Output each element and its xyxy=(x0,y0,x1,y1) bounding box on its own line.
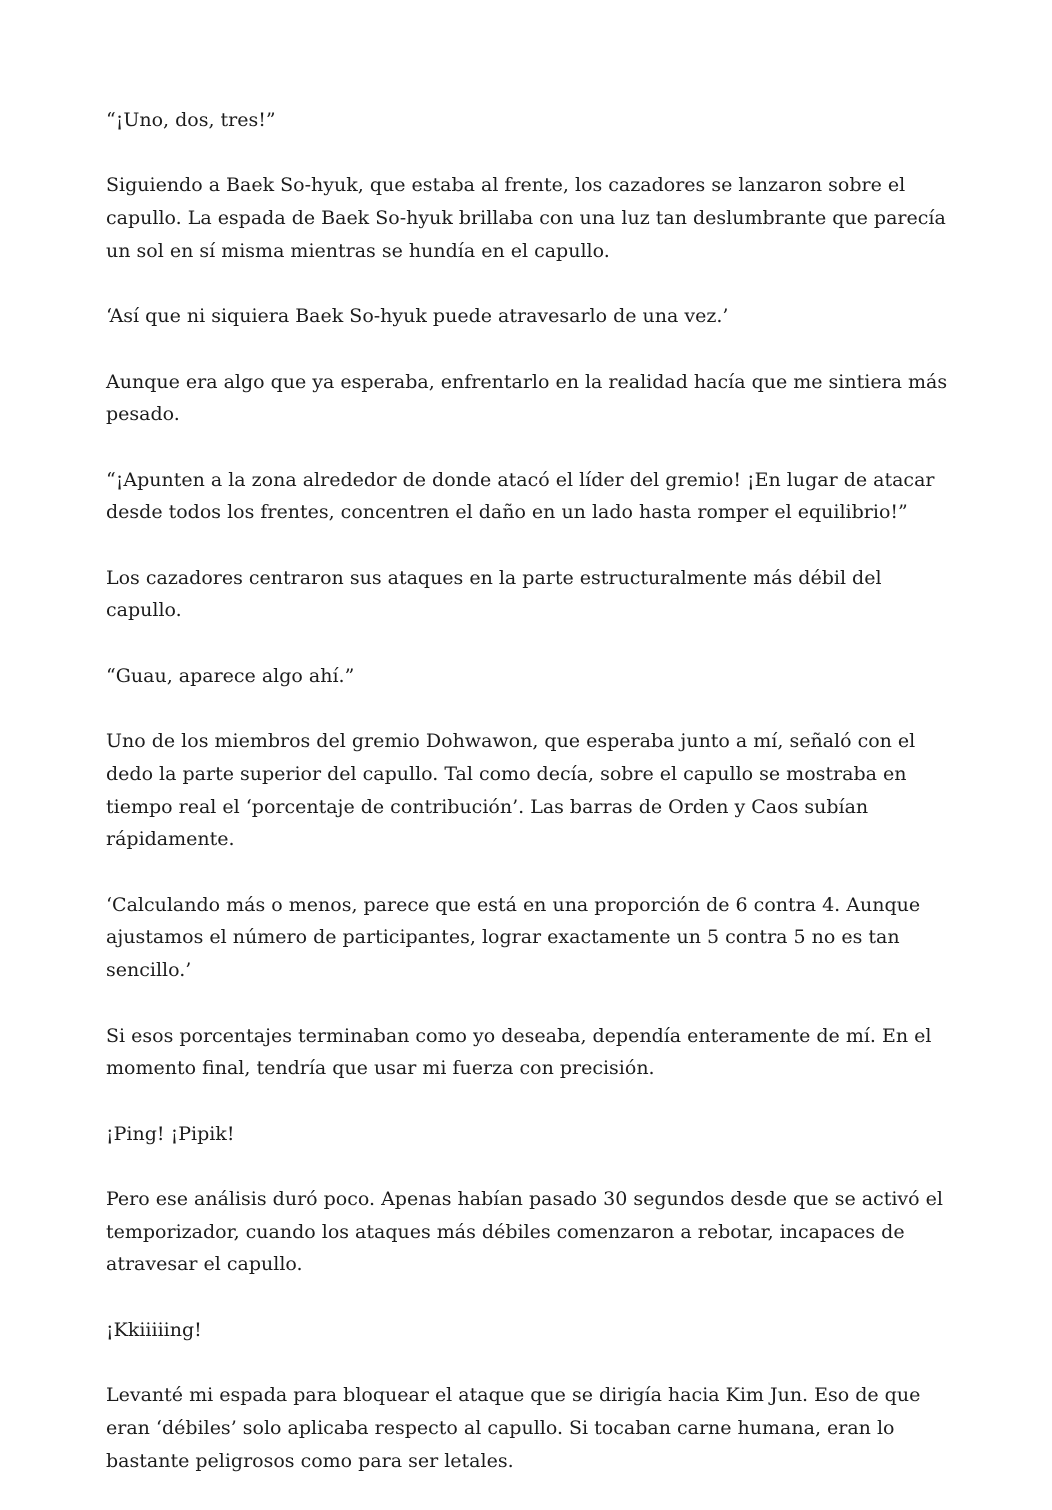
paragraph-7: “Guau, aparece algo ahí.” xyxy=(106,664,355,687)
paragraph-6: Los cazadores centraron sus ataques en la parte estructuralmente más débil del capullo. xyxy=(106,566,882,622)
paragraph-9: ‘Calculando más o menos, parece que está en una proporción de 6 contra 4. Aunque ajustamos el número de participantes, lograr exactamente un 5 contra 5 no es tan sencillo.’ xyxy=(106,893,921,982)
paragraph-10: Si esos porcentajes terminaban como yo deseaba, dependía enteramente de mí. En el momento final, tendría que usar mi fuerza con precisión. xyxy=(106,1024,932,1080)
paragraph-13: ¡Kkiiiiing! xyxy=(106,1318,202,1341)
paragraph-3: ‘Así que ni siquiera Baek So-hyuk puede atravesarlo de una vez.’ xyxy=(106,305,729,328)
paragraph-12: Pero ese análisis duró poco. Apenas habían pasado 30 segundos desde que se activó el temporizador, cuando los ataques más débiles comenzaron a rebotar, incapaces de atravesar el capullo. xyxy=(106,1188,943,1276)
paragraph-4: Aunque era algo que ya esperaba, enfrentarlo en la realidad hacía que me sintiera más pesado. xyxy=(106,370,948,426)
paragraph-14: Levanté mi espada para bloquear el ataque que se dirigía hacia Kim Jun. Eso de que eran ‘débiles’ solo aplicaba respecto al capullo. Si tocaban carne humana, eran lo bastante peligrosos como para ser letales. xyxy=(106,1384,921,1472)
paragraph-2: Siguiendo a Baek So-hyuk, que estaba al frente, los cazadores se lanzaron sobre el capullo. La espada de Baek So-hyuk brillaba con una luz tan deslumbrante que parecía un sol en sí misma mientras se hundía en el capullo. xyxy=(106,174,946,262)
document-page xyxy=(106,104,956,1510)
paragraph-5: “¡Apunten a la zona alrededor de donde atacó el líder del gremio! ¡En lugar de atacar desde todos los frentes, concentren el daño en un lado hasta romper el equilibrio!” xyxy=(106,468,935,524)
paragraph-1: “¡Uno, dos, tres!” xyxy=(106,109,276,131)
paragraph-8: Uno de los miembros del gremio Dohwawon, que esperaba junto a mí, señaló con el dedo la parte superior del capullo. Tal como decía, sobre el capullo se mostraba en tiempo real el ‘porcentaje de contribución’. Las barras de Orden y Caos subían rápidamente. xyxy=(106,730,916,851)
paragraph-11: ¡Ping! ¡Pipik! xyxy=(106,1122,235,1145)
